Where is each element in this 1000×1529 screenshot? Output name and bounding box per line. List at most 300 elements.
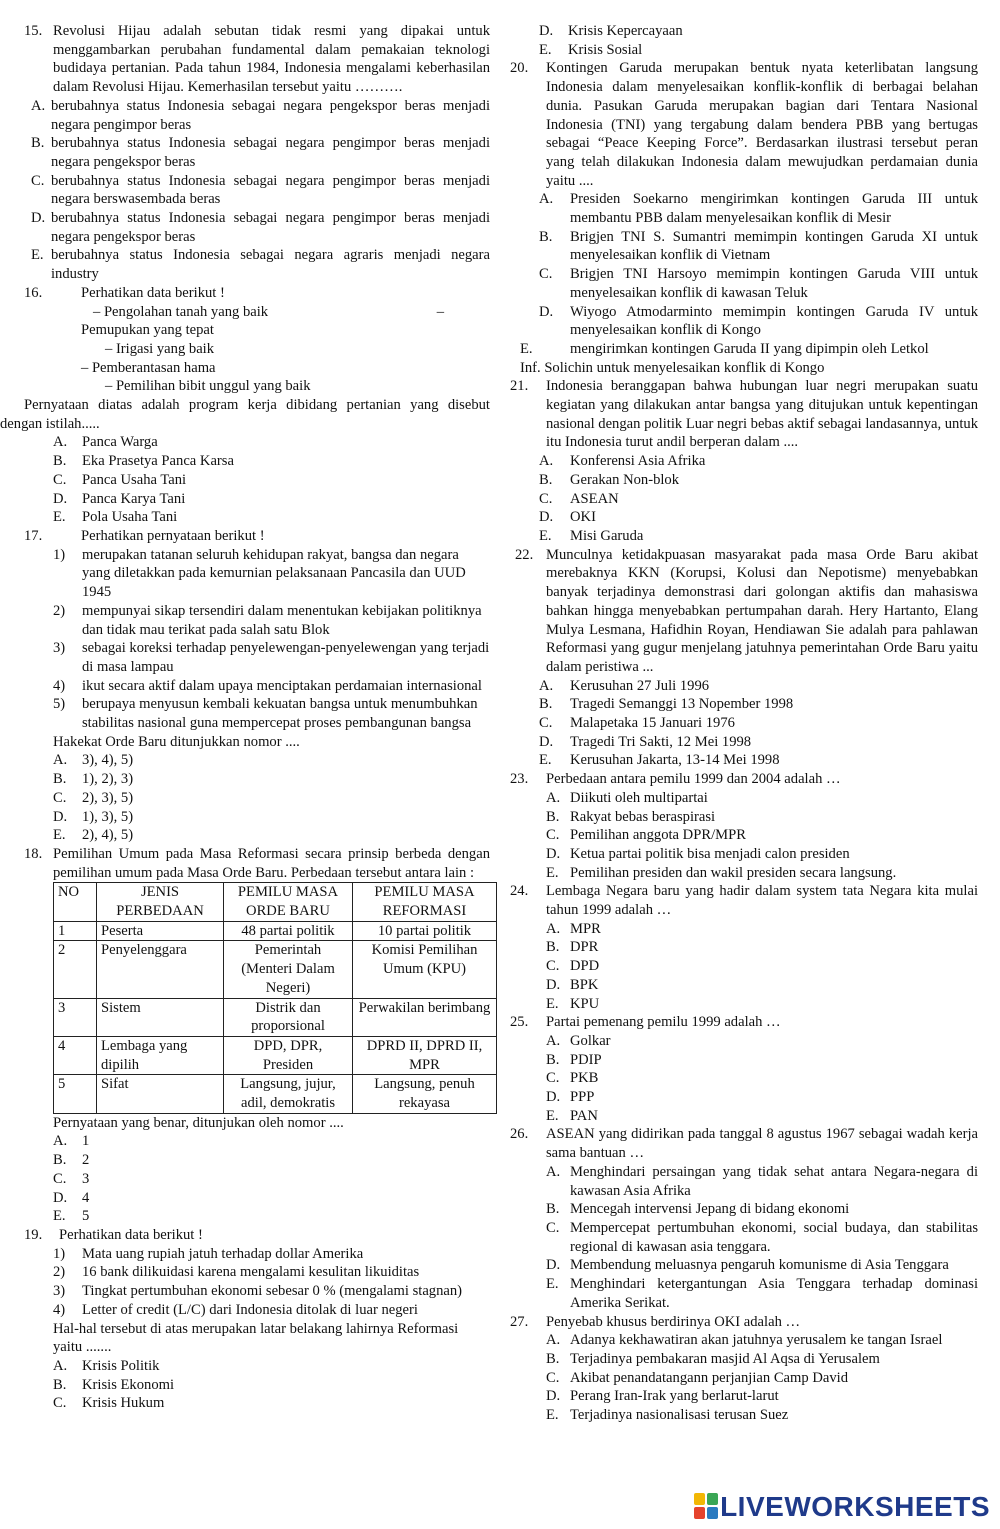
table-row <box>54 1075 497 1113</box>
option-text: DPR <box>570 939 599 956</box>
option-label: C. <box>53 471 67 488</box>
option-a[interactable] <box>53 1132 490 1151</box>
option-text: Krisis Kepercayaan <box>568 23 683 39</box>
option-text: 5 <box>82 1208 90 1225</box>
option-text: MPR <box>570 920 601 937</box>
table-cell: 1 <box>54 921 97 941</box>
option-label: A. <box>31 97 46 114</box>
item-text: sebagai koreksi terhadap penyelewengan-penyelewengan yang terjadi di masa lampau <box>82 640 490 675</box>
option-text: Adanya kekhawatiran akan jatuhnya yerusalem ke tangan Israel <box>570 1332 943 1349</box>
option-label: C. <box>546 1369 560 1386</box>
option-label: D. <box>539 509 554 526</box>
option-e[interactable] <box>546 995 978 1014</box>
table-cell: Sistem <box>97 998 224 1036</box>
column-header: PEMILU MASA REFORMASI <box>353 883 497 921</box>
table-cell: 3 <box>54 998 97 1036</box>
option-text: Menghindari ketergantungan Asia Tenggara terhadap dominasi Amerika Serikat. <box>570 1276 978 1311</box>
option-e[interactable] <box>539 41 978 60</box>
option-text: Inf. Solichin untuk menyelesaikan konflik di Kongo <box>520 359 825 376</box>
option-d[interactable] <box>539 22 978 41</box>
option-label: D. <box>546 845 561 862</box>
question-number: 23. <box>510 771 529 788</box>
option-label: D. <box>53 808 68 825</box>
question-number: 24. <box>510 883 529 900</box>
option-d[interactable] <box>31 209 490 246</box>
option-label: A. <box>539 191 554 208</box>
option-label: E. <box>546 1407 559 1424</box>
item-text: Mata uang rupiah jatuh terhadap dollar Amerika <box>82 1245 364 1262</box>
item-text: berupaya menyusun kembali kekuatan bangsa untuk menumbuhkan stabilitas nasional guna mempercepat proses pembangunan bangsa <box>82 696 478 732</box>
table-cell: Penyelenggara <box>97 941 224 998</box>
option-text: mengirimkan kontingen Garuda II yang dipimpin oleh Letkol <box>570 340 929 357</box>
option-a[interactable] <box>53 433 490 452</box>
option-label: A. <box>546 920 561 937</box>
option-a[interactable] <box>53 751 490 770</box>
statement-16: Pernyataan diatas adalah program kerja dibidang pertanian yang disebut dengan istilah..... <box>0 397 490 432</box>
option-label: B. <box>546 808 560 825</box>
option-b[interactable] <box>53 1376 490 1395</box>
statement-item <box>53 1301 490 1320</box>
question-number: 27. <box>510 1313 529 1330</box>
question-text: Perbedaan antara pemilu 1999 dan 2004 adalah … <box>546 771 841 788</box>
option-label: C. <box>546 958 560 975</box>
option-label: B. <box>546 1201 560 1218</box>
option-text: Brigjen TNI Harsoyo memimpin kontingen Garuda VIII untuk menyelesaikan konflik di kawasan Teluk <box>570 266 978 301</box>
option-label: C. <box>53 789 67 806</box>
option-text: 2), 4), 5) <box>82 827 134 844</box>
option-text: Malapetaka 15 Januari 1976 <box>570 715 735 732</box>
option-text: Krisis Sosial <box>568 41 643 58</box>
option-b[interactable] <box>546 1051 978 1070</box>
option-label: C. <box>546 827 560 844</box>
option-text: Terjadinya nasionalisasi terusan Suez <box>570 1407 789 1424</box>
question-20 <box>510 59 978 190</box>
column-header: PEMILU MASA ORDE BARU <box>224 883 353 921</box>
option-label: E. <box>539 41 552 58</box>
option-text: 3), 4), 5) <box>82 752 134 769</box>
option-text: PKB <box>570 1070 599 1087</box>
option-b[interactable] <box>539 695 978 714</box>
option-label: E. <box>546 995 559 1012</box>
question-prompt: Hakekat Orde Baru ditunjukkan nomor .... <box>53 733 300 750</box>
option-text: DPD <box>570 958 600 975</box>
data-list-16 <box>24 303 490 397</box>
options-19 <box>53 1357 490 1413</box>
question-24 <box>510 882 978 919</box>
option-b[interactable] <box>31 134 490 171</box>
option-label: E. <box>53 827 66 844</box>
option-label: E. <box>546 1107 559 1124</box>
statements-19 <box>53 1245 490 1320</box>
item-text: Letter of credit (L/C) dari Indonesia ditolak di luar negeri <box>82 1301 418 1318</box>
list-item: – Pemilihan bibit unggul yang baik <box>105 378 311 395</box>
right-column <box>510 22 978 1425</box>
option-label: C. <box>546 1070 560 1087</box>
question-23 <box>510 770 978 789</box>
option-label: E. <box>546 1276 559 1293</box>
option-e[interactable] <box>53 508 490 527</box>
option-a[interactable] <box>546 789 978 808</box>
table-cell: 10 partai politik <box>353 921 497 941</box>
statement-item <box>53 1282 490 1301</box>
option-d[interactable] <box>546 976 978 995</box>
option-label: B. <box>539 228 553 245</box>
question-text: Kontingen Garuda merupakan bentuk nyata keterlibatan langsung Indonesia dalam menyelesaikan konflik-konflik di berbagai belahan dunia. Pasukan Garuda merupakan bagian dari Tentara Nasional Indonesia (TNI) yang tergabung dalam bendera PBB yang bertugas sebagai “Peace Keeping Force”. Berdasarkan ilustrasi tersebut peran yang telah dilakukan Indonesia dalam mewujudkan perdamaian dunia yaitu .... <box>546 60 978 189</box>
options-23 <box>546 789 978 883</box>
statement-item <box>53 546 490 602</box>
option-label: D. <box>539 733 554 750</box>
statements-17 <box>53 546 490 733</box>
liveworksheets-logo <box>694 1489 990 1525</box>
option-label: A. <box>546 1332 561 1349</box>
option-label: B. <box>31 135 45 152</box>
option-text: Pemilihan anggota DPR/MPR <box>570 827 746 844</box>
option-e[interactable] <box>546 1406 978 1425</box>
option-a[interactable] <box>546 920 978 939</box>
list-item: Pemupukan yang tepat <box>81 322 214 339</box>
question-number: 22. <box>515 546 534 563</box>
question-text: Penyebab khusus berdirinya OKI adalah … <box>546 1313 801 1330</box>
table-cell: 48 partai politik <box>224 921 353 941</box>
options-22 <box>539 677 978 771</box>
option-text: Panca Warga <box>82 434 158 451</box>
options-24 <box>546 920 978 1014</box>
option-text: Panca Karya Tani <box>82 490 186 507</box>
question-number: 17. <box>24 527 43 544</box>
table-cell: Komisi Pemilihan Umum (KPU) <box>353 941 497 998</box>
item-number: 5) <box>53 696 66 713</box>
option-d[interactable] <box>53 808 490 827</box>
option-b[interactable] <box>53 452 490 471</box>
question-26 <box>510 1125 978 1162</box>
option-label: B. <box>546 1051 560 1068</box>
option-text: Tragedi Tri Sakti, 12 Mei 1998 <box>570 733 752 750</box>
watermark-text: LIVEWORKSHEETS <box>720 1491 990 1522</box>
column-header: NO <box>54 883 97 921</box>
option-text: Menghindari persaingan yang tidak sehat antara Negara-negara di kawasan Asia Afrika <box>570 1163 978 1199</box>
option-text: berubahnya status Indonesia sebagai negara pengimpor beras menjadi negara pengekspor beras <box>51 135 490 170</box>
option-text: PDIP <box>570 1051 602 1068</box>
option-text: KPU <box>570 995 600 1012</box>
option-c[interactable] <box>546 1369 978 1388</box>
option-label: E. <box>53 509 66 526</box>
option-c[interactable] <box>539 714 978 733</box>
option-text: 2 <box>82 1152 90 1169</box>
option-text: Diikuti oleh multipartai <box>570 789 708 806</box>
question-number: 18. <box>24 845 43 862</box>
question-text: Pemilihan Umum pada Masa Reformasi secara prinsip berbeda dengan pemilihan umum pada Masa Orde Baru. Perbedaan tersebut antara lain : <box>53 845 490 881</box>
option-text: Brigjen TNI S. Sumantri memimpin kontingen Garuda XI untuk menyelesaikan konflik di Vietnam <box>570 228 978 264</box>
option-label: E. <box>520 340 533 357</box>
item-text: ikut secara aktif dalam upaya menciptakan perdamaian internasional <box>82 677 482 694</box>
item-text: – Pengolahan tanah yang baik <box>93 303 269 320</box>
statement-item <box>53 695 490 732</box>
options-26 <box>546 1163 978 1313</box>
option-label: A. <box>53 752 68 769</box>
option-label: B. <box>53 1152 67 1169</box>
table-cell: DPD, DPR, Presiden <box>224 1036 353 1074</box>
option-text: Golkar <box>570 1032 611 1049</box>
table-row <box>54 941 497 998</box>
option-text: Tragedi Semanggi 13 Nopember 1998 <box>570 696 794 713</box>
list-item: – Irigasi yang baik <box>105 340 215 357</box>
table-cell: Sifat <box>97 1075 224 1113</box>
option-label: A. <box>53 1133 68 1150</box>
option-label: C. <box>539 490 553 507</box>
option-d[interactable] <box>53 490 490 509</box>
option-text: Terjadinya pembakaran masjid Al Aqsa di Yerusalem <box>570 1350 880 1367</box>
option-e[interactable] <box>546 864 978 883</box>
item-number: 1) <box>53 546 66 563</box>
option-c[interactable] <box>546 1069 978 1088</box>
option-text: 3 <box>82 1170 90 1187</box>
options-25 <box>546 1032 978 1126</box>
option-label: B. <box>53 453 67 470</box>
column-header: JENIS PERBEDAAN <box>97 883 224 921</box>
option-label: B. <box>53 771 67 788</box>
option-e[interactable] <box>539 751 978 770</box>
option-label: E. <box>539 527 552 544</box>
question-17 <box>24 527 490 546</box>
option-text: 1 <box>82 1133 90 1150</box>
option-c[interactable] <box>539 490 978 509</box>
question-25 <box>510 1013 978 1032</box>
option-d[interactable] <box>546 1387 978 1406</box>
item-number: 3) <box>53 1283 66 1300</box>
option-a[interactable] <box>546 1331 978 1350</box>
option-d[interactable] <box>539 303 978 340</box>
option-text: Rakyat bebas beraspirasi <box>570 808 716 825</box>
options-18 <box>53 1132 490 1226</box>
question-text: Lembaga Negara baru yang hadir dalam system tata Negara kita mulai tahun 1999 adalah … <box>546 883 978 919</box>
question-number: 15. <box>24 23 43 39</box>
statement-item <box>53 602 490 639</box>
option-b[interactable] <box>53 770 490 789</box>
question-number: 19. <box>24 1227 43 1243</box>
question-number: 20. <box>510 60 529 77</box>
list-item: – Pemberantasan hama <box>81 359 216 376</box>
option-text: Pemilihan presiden dan wakil presiden secara langsung. <box>570 864 897 881</box>
question-text: Indonesia beranggapan bahwa hubungan luar negri merupakan suatu kegiatan yang dilakukan antar bangsa yang ditujukan untuk kepentingan nasional dengan politik Luar negri bebas aktif sebagai landasannya, untuk itu Indonesia turut andil berperan dalam .... <box>546 378 979 451</box>
question-text: Partai pemenang pemilu 1999 adalah … <box>546 1014 781 1031</box>
option-b[interactable] <box>546 1350 978 1369</box>
option-label: E. <box>539 752 552 769</box>
item-number: 4) <box>53 1301 66 1318</box>
option-label: C. <box>546 1220 560 1236</box>
option-label: D. <box>546 1089 561 1106</box>
table-row <box>54 998 497 1036</box>
option-label: C. <box>53 1395 67 1412</box>
option-text: Eka Prasetya Panca Karsa <box>82 453 234 470</box>
question-15 <box>24 22 490 97</box>
question-text: Munculnya ketidakpuasan masyarakat pada masa Orde Baru akibat merebaknya KKN (Korupsi, Kolusi dan Nepotisme) menyebabkan banyak terjadinya demonstrasi dari golongan aktifis dan mahasiswa bahkan hingga menyebabkan pertumpahan darah. Hery Hartanto, Elang Mulya Lesmana, Hafidhin Royan, Hendiawan Sie adalah para pahlawan Reformasi yang gugur menjelang jatuhnya pemerintahan Orde Baru yaitu dalam peristiwa ... <box>546 546 978 675</box>
option-d[interactable] <box>539 508 978 527</box>
item-text: merupakan tatanan seluruh kehidupan rakyat, bangsa dan negara yang diletakkan pada kemurnian pelaksanaan Pancasila dan UUD 1945 <box>82 546 466 601</box>
option-d[interactable] <box>53 1189 490 1208</box>
option-text: Perang Iran-Irak yang berlarut-larut <box>570 1388 779 1405</box>
option-b[interactable] <box>546 938 978 957</box>
option-label: A. <box>546 789 561 806</box>
option-label: D. <box>53 490 68 507</box>
option-c[interactable] <box>53 1170 490 1189</box>
option-label: B. <box>539 471 553 488</box>
question-22 <box>510 546 978 677</box>
item-text: Tingkat pertumbuhan ekonomi sebesar 0 % (mengalami stagnan) <box>82 1283 463 1300</box>
option-d[interactable] <box>546 845 978 864</box>
option-c[interactable] <box>539 265 978 302</box>
question-number: 25. <box>510 1014 529 1031</box>
option-e[interactable] <box>53 1207 490 1226</box>
option-label: D. <box>546 1388 561 1405</box>
question-text: Perhatikan pernyataan berikut ! <box>81 527 265 544</box>
option-label: D. <box>546 1257 561 1274</box>
item-number: 4) <box>53 677 66 694</box>
option-c[interactable] <box>53 1394 490 1413</box>
table-row <box>54 1036 497 1074</box>
options-21 <box>539 452 978 546</box>
question-text: Perhatikan data berikut ! <box>81 284 225 301</box>
option-text: ASEAN <box>570 490 619 507</box>
item-number: 2) <box>53 1264 66 1281</box>
options-27 <box>546 1331 978 1425</box>
option-a[interactable] <box>539 677 978 696</box>
option-text: BPK <box>570 976 599 993</box>
option-e[interactable] <box>546 1107 978 1126</box>
option-b[interactable] <box>546 1200 978 1219</box>
option-text: Kerusuhan Jakarta, 13-14 Mei 1998 <box>570 752 780 769</box>
options-17 <box>53 751 490 845</box>
table-cell: Lembaga yang dipilih <box>97 1036 224 1074</box>
option-a[interactable] <box>539 190 978 227</box>
table-cell: 4 <box>54 1036 97 1074</box>
options-19-continued <box>539 22 978 59</box>
option-label: B. <box>546 1350 560 1367</box>
option-text: Membendung meluasnya pengaruh komunisme di Asia Tenggara <box>570 1257 949 1274</box>
option-text: berubahnya status Indonesia sebagai negara pengimpor beras menjadi negara berswasembada beras <box>51 172 490 208</box>
option-text: Kerusuhan 27 Juli 1996 <box>570 677 710 694</box>
comparison-table <box>53 882 497 1113</box>
option-label: C. <box>31 172 45 189</box>
question-16 <box>24 284 490 303</box>
option-e[interactable] <box>520 340 978 377</box>
option-c[interactable] <box>546 826 978 845</box>
option-c[interactable] <box>546 957 978 976</box>
option-label: D. <box>539 23 554 39</box>
option-b[interactable] <box>546 808 978 827</box>
option-text: Wiyogo Atmodarminto memimpin kontingen Garuda IV untuk menyelesaikan konflik di Kongo <box>570 303 978 339</box>
option-text: Krisis Ekonomi <box>82 1376 175 1393</box>
option-text: Krisis Hukum <box>82 1395 165 1412</box>
option-label: A. <box>546 1032 561 1049</box>
option-text: Mempercepat pertumbuhan ekonomi, social budaya, dan stabilitas regional di kawasan asia tenggara. <box>570 1220 978 1255</box>
option-d[interactable] <box>546 1256 978 1275</box>
list-item <box>24 303 490 322</box>
options-16 <box>53 433 490 527</box>
options-20 <box>539 190 978 340</box>
question-number: 26. <box>510 1126 529 1143</box>
option-c[interactable] <box>31 172 490 209</box>
option-text: Krisis Politik <box>82 1357 160 1374</box>
option-text: 4 <box>82 1189 90 1206</box>
item-number: 3) <box>53 640 66 657</box>
question-19 <box>24 1226 490 1245</box>
option-label: A. <box>53 434 68 451</box>
option-a[interactable] <box>539 452 978 471</box>
left-column <box>0 22 491 1413</box>
option-d[interactable] <box>539 733 978 752</box>
question-number: 16. <box>24 284 43 301</box>
option-e[interactable] <box>539 527 978 546</box>
option-text: Ketua partai politik bisa menjadi calon presiden <box>570 845 850 862</box>
table-cell: Pemerintah (Menteri Dalam Negeri) <box>224 941 353 998</box>
option-label: B. <box>546 939 560 956</box>
table-row <box>54 921 497 941</box>
table-cell: Distrik dan proporsional <box>224 998 353 1036</box>
option-label: E. <box>53 1208 66 1225</box>
question-prompt: Pernyataan yang benar, ditunjukan oleh nomor .... <box>53 1114 344 1131</box>
table-header-row <box>54 883 497 921</box>
item-text: 16 bank dilikuidasi karena mengalami kesulitan likuiditas <box>82 1264 420 1281</box>
option-c[interactable] <box>53 471 490 490</box>
option-label: A. <box>539 453 554 470</box>
option-c[interactable] <box>53 789 490 808</box>
option-label: E. <box>31 247 44 264</box>
option-text: Misi Garuda <box>570 527 644 544</box>
option-a[interactable] <box>31 97 490 134</box>
question-21 <box>510 377 978 452</box>
liveworksheets-logo-icon <box>694 1493 718 1521</box>
table-cell: Langsung, penuh rekayasa <box>353 1075 497 1113</box>
options-15 <box>31 97 490 284</box>
item-number: 1) <box>53 1245 66 1262</box>
option-e[interactable] <box>546 1275 978 1312</box>
item-text: mempunyai sikap tersendiri dalam menentukan kebijakan politiknya dan tidak mau terikat pada salah satu Blok <box>82 602 482 638</box>
option-a[interactable] <box>546 1163 978 1200</box>
option-d[interactable] <box>546 1088 978 1107</box>
table-cell: Langsung, jujur, adil, demokratis <box>224 1075 353 1113</box>
option-text: Akibat penandatangann perjanjian Camp David <box>570 1369 849 1386</box>
option-label: A. <box>539 677 554 694</box>
option-label: D. <box>31 210 46 227</box>
option-b[interactable] <box>539 228 978 265</box>
option-label: C. <box>539 266 553 283</box>
option-label: D. <box>546 976 561 993</box>
option-text: Gerakan Non-blok <box>570 471 680 488</box>
question-text: Perhatikan data berikut ! <box>59 1227 203 1243</box>
option-a[interactable] <box>546 1032 978 1051</box>
table-cell: 2 <box>54 941 97 998</box>
question-18 <box>24 845 490 882</box>
option-e[interactable] <box>53 826 490 845</box>
option-text: Konferensi Asia Afrika <box>570 453 706 470</box>
option-text: Mencegah intervensi Jepang di bidang ekonomi <box>570 1201 850 1218</box>
option-c[interactable] <box>546 1219 978 1256</box>
option-b[interactable] <box>539 471 978 490</box>
statement-item <box>53 639 490 676</box>
option-label: E. <box>546 864 559 881</box>
option-text: Presiden Soekarno mengirimkan kontingen Garuda III untuk membantu PBB dalam menyelesaikan konflik di Mesir <box>570 191 978 227</box>
option-b[interactable] <box>53 1151 490 1170</box>
option-label: B. <box>53 1376 67 1393</box>
option-a[interactable] <box>53 1357 490 1376</box>
option-e[interactable] <box>31 246 490 283</box>
option-text: Panca Usaha Tani <box>82 471 187 488</box>
item-text: – <box>436 303 444 320</box>
option-label: C. <box>53 1170 67 1187</box>
item-number: 2) <box>53 602 66 619</box>
option-text: berubahnya status Indonesia sebagai negara pengekspor beras menjadi negara pengimpor beras <box>51 97 490 133</box>
option-text: OKI <box>570 509 596 526</box>
